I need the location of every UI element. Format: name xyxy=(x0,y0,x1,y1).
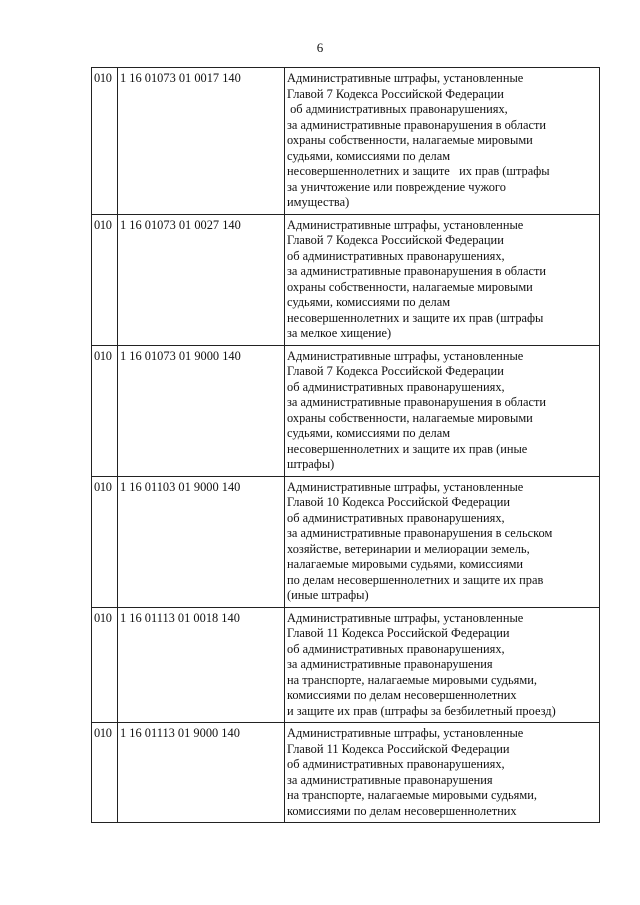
description-line: Главой 7 Кодекса Российской Федерации xyxy=(287,86,504,101)
description-line: Административные штрафы, установленные xyxy=(287,726,524,740)
description-line: Главой 11 Кодекса Российской Федерации xyxy=(287,626,510,640)
description-line: по делам несовершеннолетних и защите их прав xyxy=(287,572,544,587)
admin-code-cell: 010 xyxy=(92,723,118,823)
budget-code-cell: 1 16 01113 01 9000 140 xyxy=(118,723,285,823)
table-row xyxy=(92,607,600,723)
description-line: несовершеннолетних и защите их прав (штрафы xyxy=(287,310,544,325)
budget-code-cell: 1 16 01073 01 9000 140 xyxy=(118,345,285,476)
description-line: на транспорте, налагаемые мировыми судьями, xyxy=(287,788,537,802)
page-number: 6 xyxy=(316,40,324,55)
description-cell xyxy=(285,607,600,723)
description-cell xyxy=(285,68,600,215)
description-line: Административные штрафы, установленные xyxy=(287,348,524,363)
description-line: об административных правонарушениях, xyxy=(287,102,508,116)
description-cell xyxy=(285,476,600,607)
description-line: судьями, комиссиями по делам xyxy=(287,426,451,440)
description-line: налагаемые мировыми судьями, комиссиями xyxy=(287,557,524,571)
description-line: Административные штрафы, установленные xyxy=(287,610,524,625)
description-line: Административные штрафы, установленные xyxy=(287,217,524,232)
description-line: комиссиями по делам несовершеннолетних xyxy=(287,688,517,702)
description-line: комиссиями по делам несовершеннолетних xyxy=(287,803,517,818)
description-line: охраны собственности, налагаемые мировыми xyxy=(287,279,533,294)
table-body xyxy=(92,68,600,823)
description-cell xyxy=(285,723,600,823)
description-line: об административных правонарушениях, xyxy=(287,641,505,656)
description-line: за административные правонарушения xyxy=(287,772,493,787)
description-line: за административные правонарушения xyxy=(287,657,493,671)
description-line: Главой 7 Кодекса Российской Федерации xyxy=(287,233,504,247)
description-line: судьями, комиссиями по делам xyxy=(287,148,451,163)
budget-code-cell: 1 16 01113 01 0018 140 xyxy=(118,607,285,723)
description-line: Главой 11 Кодекса Российской Федерации xyxy=(287,741,510,756)
table-row xyxy=(92,68,600,215)
budget-code-cell: 1 16 01103 01 9000 140 xyxy=(118,476,285,607)
description-line: несовершеннолетних и защите их прав (штрафы xyxy=(287,164,550,178)
description-cell xyxy=(285,214,600,345)
admin-code-cell: 010 xyxy=(92,214,118,345)
table-row xyxy=(92,345,600,476)
description-line: на транспорте, налагаемые мировыми судьями, xyxy=(287,672,537,687)
description-line: об административных правонарушениях, xyxy=(287,757,505,771)
description-line: за административные правонарушения в области xyxy=(287,264,547,278)
description-line: и защите их прав (штрафы за безбилетный проезд) xyxy=(287,703,556,718)
description-line: за административные правонарушения в области xyxy=(287,395,547,409)
description-line: за административные правонарушения в сельском xyxy=(287,526,553,540)
description-line: имущества) xyxy=(287,195,350,209)
description-line: штрафы) xyxy=(287,457,335,471)
description-line: охраны собственности, налагаемые мировыми xyxy=(287,410,533,425)
description-line: судьями, комиссиями по делам xyxy=(287,295,451,309)
description-line: об административных правонарушениях, xyxy=(287,510,505,525)
budget-code-cell: 1 16 01073 01 0027 140 xyxy=(118,214,285,345)
description-line: об административных правонарушениях, xyxy=(287,379,505,394)
admin-code-cell: 010 xyxy=(92,476,118,607)
description-line: Главой 10 Кодекса Российской Федерации xyxy=(287,495,511,509)
description-line: об административных правонарушениях, xyxy=(287,248,505,263)
description-line: Административные штрафы, установленные xyxy=(287,479,524,494)
admin-code-cell: 010 xyxy=(92,68,118,215)
budget-code-cell: 1 16 01073 01 0017 140 xyxy=(118,68,285,215)
admin-code-cell: 010 xyxy=(92,607,118,723)
description-line: за мелкое хищение) xyxy=(287,326,392,340)
description-line: Главой 7 Кодекса Российской Федерации xyxy=(287,364,504,378)
table-row xyxy=(92,476,600,607)
admin-code-cell: 010 xyxy=(92,345,118,476)
description-line: за административные правонарушения в области xyxy=(287,117,547,132)
table-row xyxy=(92,214,600,345)
description-line: за уничтожение или повреждение чужого xyxy=(287,179,506,194)
description-line: Административные штрафы, установленные xyxy=(287,71,524,85)
description-line: охраны собственности, налагаемые мировыми xyxy=(287,133,533,147)
table-row xyxy=(92,723,600,823)
description-line: (иные штрафы) xyxy=(287,588,369,602)
description-line: хозяйстве, ветеринарии и мелиорации земель, xyxy=(287,541,530,556)
description-line: несовершеннолетних и защите их прав (иные xyxy=(287,441,528,456)
budget-codes-table xyxy=(91,67,600,823)
description-cell xyxy=(285,345,600,476)
